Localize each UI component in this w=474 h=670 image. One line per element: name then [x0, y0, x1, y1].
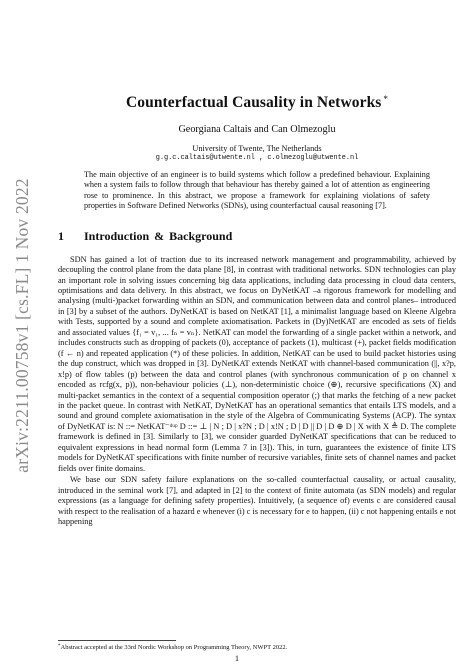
arxiv-identifier-stamp [11, 175, 32, 475]
title-footnote-mark: * [383, 94, 389, 104]
abstract: The main objective of an engineer is to build systems which follow a predefined behaviour. Explaining when a system fails to follow through that behaviour has thereby gained a lot of attention as engineering rose to prominence. In this abstract, we propose a framework for explaining violations of safety properties in Software Defined Networks (SDNs), using counterfactual causal reasoning [7]. [84, 170, 430, 211]
footnote-text: Abstract accepted at the 33rd Nordic Workshop on Programming Theory, NWPT 2022. [60, 644, 288, 651]
affiliation: University of Twente, The Netherlands [192, 144, 322, 153]
section-title: Introduction & Background [84, 228, 233, 243]
body-paragraph: SDN has gained a lot of traction due to its increased network management and programmability, achieved by decoupling the control plane from the data plane [8], in contrast with traditional networks. SDN technologies can play an important role in solving issues concerning big data applications, including data processing in cloud data centers, optimisations and data delivery. In this abstract, we focus on DyNetKAT –a rigorous framework for modelling and analysing (multi-)packet forwarding within an SDN, and communication between data and control planes– introduced in [3] by a subset of the authors. DyNetKAT is based on NetKAT [1], a minimalist language based on Kleene Algebra with Tests, supported by a sound and complete axiomatisation. Packets in (Dy)NetKAT are encoded as sets of fields and associated values {f₁ = v₁, ... fₙ = vₙ}. NetKAT can model the forwarding of a single packet within a network, and includes constructs such as dropping of packets (0), acceptance of packets (1), multicast (+), packet fields modification (f ← n) and repeated application (*) of these policies. In addition, NetKAT can be used to build packet histories using the dup construct, which was dropped in [3]. DyNetKAT extends NetKAT with channel-based communication (||, x?p, x!p) of flow tables (p) between the data and control planes (with synchronous communication of p on channel x encoded as rcfg(x, p)), non-behaviour policies (⊥), non-deterministic choice (⊕), recursive specifications (X) and multi-packet semantics in the context of a sequential composition operator (;) that marks the fetching of a new packet in the packet queue. In contrast with NetKAT, DyNetKAT has an operational semantics that entails LTS models, and a sound and ground complete axiomatisation in the style of the Algebra of Communicating Systems (ACP). The syntax of DyNetKAT is: N ::= NetKAT⁻ᵈᵘᵖ D ::= ⊥ | N ; D | x?N ; D | x!N ; D | D || D | D ⊕ D | X with X ≜ D. The complete framework is defined in [3]. Similarly to [3], we consider guarded DyNetKAT specifications that can be reduced to equivalent expressions in head normal form (Lemma 7 in [3]). This, in turn, guarantees the existence of finite LTS models for DyNetKAT specifications with finite number of recursive variables, finite sets of channel names and packet fields over finite domains. [58, 254, 456, 473]
footnote [58, 643, 456, 652]
footnote-divider [58, 640, 176, 641]
paper-page [58, 94, 456, 528]
body-paragraph: We base our SDN safety failure explanations on the so-called counterfactual causality, or actual causality, introduced in the seminal work [7], and adapted in [2] to the context of finite automata (as SDN models) and regular expressions (as a language for defining safety properties). Intuitively, (a sequence of) events c are considered causal with respect to the realisation of a hazard e whenever (i) c is necessary for e to happen, (ii) c not happening entails e not happening [58, 475, 456, 526]
section-heading [58, 229, 456, 244]
paper-title [58, 94, 456, 112]
author-list: Georgiana Caltais and Can Olmezoglu [178, 124, 336, 135]
paper-title-text: Counterfactual Causality in Networks [125, 94, 382, 111]
section-number: 1 [58, 228, 64, 243]
page-number: 1 [234, 654, 240, 663]
arxiv-identifier-text: arXiv:2211.00758v1 [cs.FL] 1 Nov 2022 [11, 177, 32, 473]
footnote-mark: * [58, 644, 61, 649]
author-emails: g.g.c.caltais@utwente.nl , c.olmezoglu@utwente.nl [155, 154, 359, 162]
